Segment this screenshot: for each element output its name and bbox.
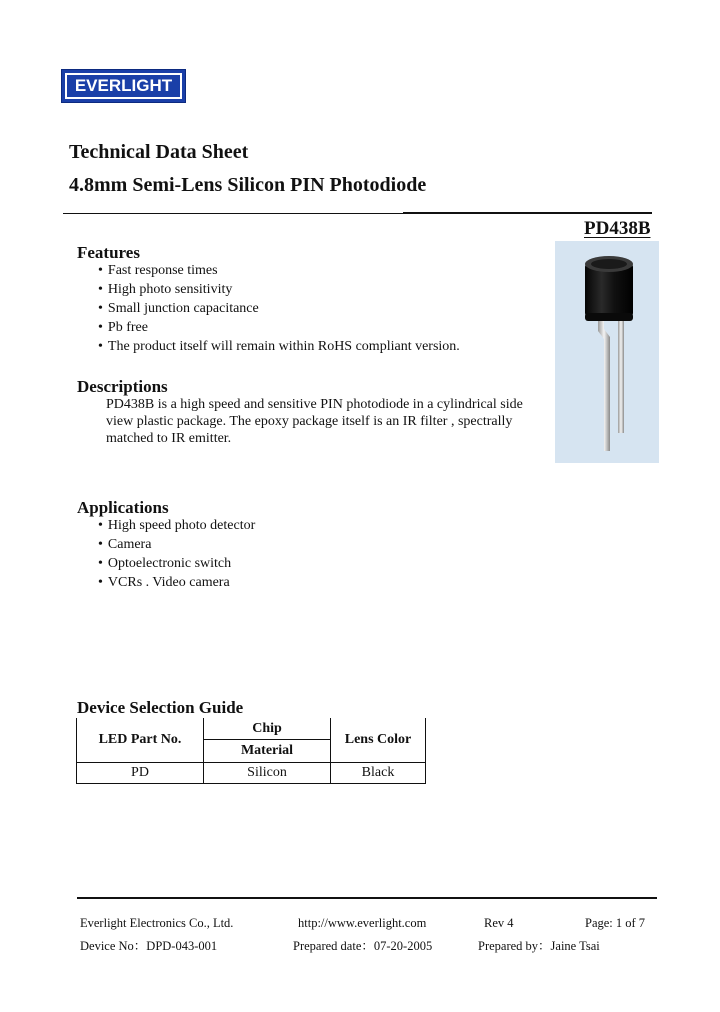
description-text bbox=[106, 396, 556, 447]
cell-material: Silicon bbox=[204, 763, 331, 784]
header-part-no: LED Part No. bbox=[77, 718, 204, 763]
list-item: • VCRs . Video camera bbox=[98, 573, 255, 592]
footer-prepared-by: Prepared by：Jaine Tsai bbox=[478, 939, 600, 953]
list-item: • High photo sensitivity bbox=[98, 280, 460, 299]
features-list bbox=[98, 261, 460, 356]
description-line: PD438B is a high speed and sensitive PIN photodiode in a cylindrical side bbox=[106, 397, 523, 412]
description-line: view plastic package. The epoxy package itself is an IR filter , spectrally bbox=[106, 414, 513, 429]
header-chip: Chip bbox=[204, 718, 331, 740]
logo-text: EVERLIGHT bbox=[74, 76, 173, 95]
list-item: • High speed photo detector bbox=[98, 516, 255, 535]
device-selection-table bbox=[76, 718, 426, 784]
header-material: Material bbox=[204, 740, 331, 763]
descriptions-heading: Descriptions bbox=[77, 377, 168, 396]
footer-company: Everlight Electronics Co., Ltd. bbox=[80, 916, 234, 930]
list-item: • Fast response times bbox=[98, 261, 460, 280]
device-guide-heading: Device Selection Guide bbox=[77, 698, 244, 717]
applications-list bbox=[98, 516, 255, 592]
description-line: matched to IR emitter. bbox=[106, 431, 232, 446]
footer-rule bbox=[77, 897, 657, 899]
applications-heading: Applications bbox=[77, 498, 169, 517]
list-item: • Small junction capacitance bbox=[98, 299, 460, 318]
everlight-logo bbox=[61, 69, 186, 103]
cell-part-no: PD bbox=[77, 763, 204, 784]
footer-page: Page: 1 of 7 bbox=[585, 916, 646, 930]
part-number: PD438B bbox=[584, 218, 651, 239]
cell-lens-color: Black bbox=[331, 763, 426, 784]
footer-prepared-date: Prepared date：07-20-2005 bbox=[293, 939, 433, 953]
list-item: • The product itself will remain within RoHS compliant version. bbox=[98, 337, 460, 356]
doc-subtitle: 4.8mm Semi-Lens Silicon PIN Photodiode bbox=[69, 174, 427, 196]
list-item: • Pb free bbox=[98, 318, 460, 337]
footer-device-no: Device No：DPD-043-001 bbox=[80, 939, 218, 953]
table-row bbox=[77, 763, 426, 784]
header-rule-left bbox=[63, 213, 403, 214]
footer-url[interactable]: http://www.everlight.com bbox=[298, 916, 427, 930]
header-lens-color: Lens Color bbox=[331, 718, 426, 763]
photodiode-image bbox=[555, 241, 659, 463]
header-rule-right bbox=[403, 212, 652, 214]
product-photo bbox=[555, 241, 659, 463]
features-heading: Features bbox=[77, 243, 140, 262]
logo-frame bbox=[65, 73, 182, 99]
doc-title: Technical Data Sheet bbox=[69, 141, 249, 163]
footer-rev: Rev 4 bbox=[484, 916, 514, 930]
list-item: • Optoelectronic switch bbox=[98, 554, 255, 573]
list-item: • Camera bbox=[98, 535, 255, 554]
